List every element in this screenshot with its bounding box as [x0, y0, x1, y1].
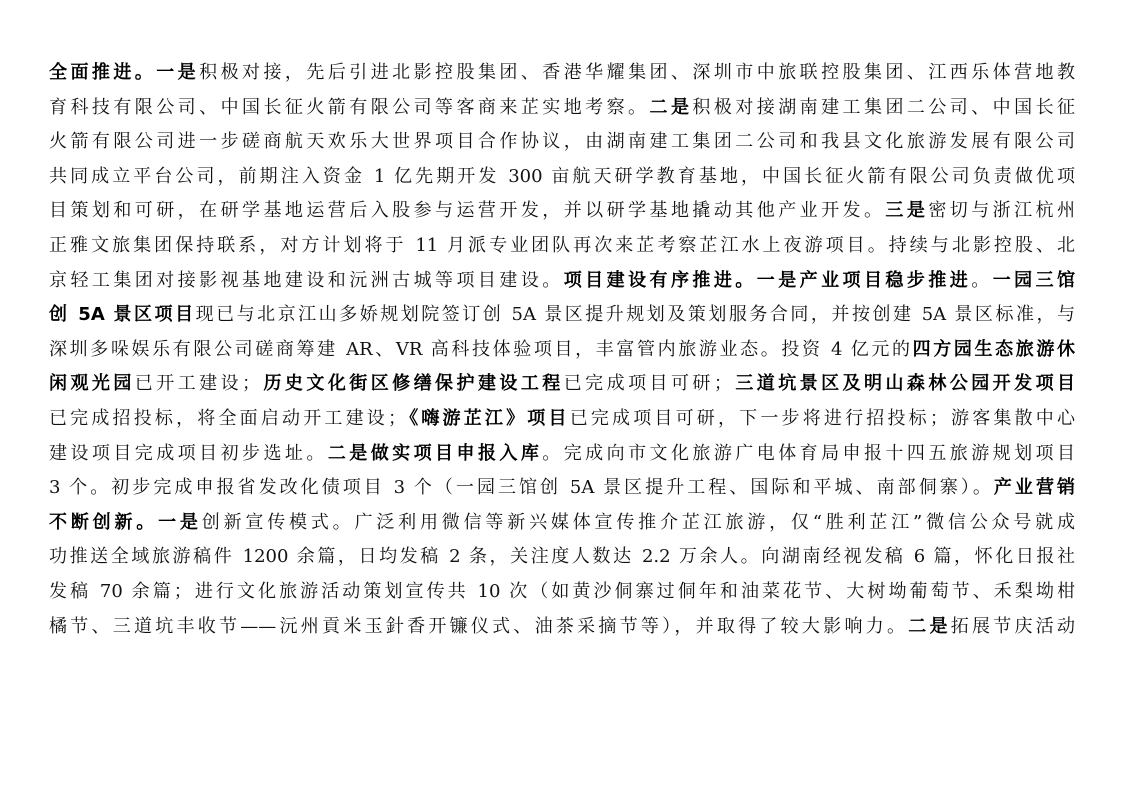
text-segment: 京轻工集团对接影视基地建设和沅洲古城等项目建设。	[49, 269, 564, 291]
text-line-2	[49, 91, 1075, 126]
text-segment: 二是做实项目申报入库	[327, 442, 543, 464]
text-line-17	[49, 610, 1075, 645]
text-segment: 发稿 70 余篇；进行文化旅游活动策划宣传共 10 次（如黄沙侗寨过侗年和油菜花节、大树坳葡萄节、禾梨坳柑	[49, 580, 1075, 602]
text-segment: 二是	[649, 96, 693, 118]
text-segment: 二是	[908, 615, 951, 637]
text-segment: 闲观光园	[49, 373, 135, 395]
text-segment: 拓展节庆活动	[950, 615, 1075, 637]
text-segment: 已开工建设；	[134, 373, 261, 395]
document-page	[49, 56, 1075, 644]
text-segment: 功推送全域旅游稿件 1200 余篇，日均发稿 2 条，关注度人数达 2.2 万余人。向湖南经视发稿 6 篇，怀化日报社	[49, 546, 1075, 568]
text-line-1	[49, 56, 1075, 91]
text-line-15	[49, 540, 1075, 575]
text-line-16	[49, 575, 1075, 610]
text-segment: 创新宣传模式。广泛利用微信等新兴媒体宣传推介芷江旅游，仅“胜利芷江”微信公众号就成	[201, 511, 1075, 533]
text-line-4	[49, 160, 1075, 195]
text-segment: 深圳多哚娱乐有限公司磋商筹建 AR、VR 高科技体验项目，丰富管内旅游业态。投资 4 亿元的	[49, 338, 913, 360]
text-line-7	[49, 264, 1075, 299]
text-segment: 建设项目完成项目初步选址。	[49, 442, 328, 464]
text-line-8	[49, 298, 1075, 333]
text-segment: 。完成向市文化旅游广电体育局申报十四五旅游规划项目	[542, 442, 1075, 464]
text-segment: 积极对接湖南建工集团二公司、中国长征	[692, 96, 1075, 118]
text-segment: 创 5A 景区项目	[49, 304, 196, 326]
text-line-3	[49, 125, 1075, 160]
text-segment: 一园三馆	[992, 269, 1075, 291]
text-segment: 四方园生态旅游休	[912, 338, 1075, 360]
text-segment: 产业营销	[993, 477, 1075, 499]
text-segment: 三道坑景区及明山森林公园开发项目	[731, 373, 1075, 395]
text-line-14	[49, 506, 1075, 541]
text-segment: 。	[971, 269, 993, 291]
text-segment: 育科技有限公司、中国长征火箭有限公司等客商来芷实地考察。	[49, 96, 650, 118]
text-segment: 不断创新。一是	[49, 511, 202, 533]
text-segment: 一是	[156, 62, 200, 83]
text-segment: 项目建设有序推进。一是产业项目稳步推进	[563, 269, 972, 291]
text-segment: 积极对接，先后引进北影控股集团、香港华耀集团、深圳市中旅联控股集团、江西乐体营地教	[199, 62, 1075, 83]
text-segment: 已完成项目可研；	[563, 373, 732, 395]
text-segment: 密切与浙江杭州	[928, 200, 1075, 222]
text-line-6	[49, 229, 1075, 264]
text-segment: 橘节、三道坑丰收节——沅州貢米玉針香开镰仪式、油茶采摘节等），并取得了较大影响力。	[49, 615, 909, 637]
text-line-11	[49, 402, 1075, 437]
text-line-9	[49, 333, 1075, 368]
text-line-13	[49, 471, 1075, 506]
text-segment: 《嗨游芷江》项目	[406, 407, 570, 429]
text-segment: 3 个。初步完成申报省发改化债项目 3 个（一园三馆创 5A 景区提升工程、国际和平城、南部侗寨）。	[49, 477, 994, 499]
text-segment: 已完成招投标，将全面启动开工建设；	[49, 407, 406, 429]
text-segment: 火箭有限公司进一步磋商航天欢乐大世界项目合作协议，由湖南建工集团二公司和我县文化旅游发展有限公司	[49, 131, 1075, 153]
text-line-10	[49, 367, 1075, 402]
text-segment: 现已与北京江山多娇规划院签订创 5A 景区提升规划及策划服务合同，并按创建 5A 景区标准，与	[195, 304, 1075, 326]
text-segment: 目策划和可研，在研学基地运营后入股参与运营开发，并以研学基地撬动其他产业开发。	[49, 200, 886, 222]
text-segment: 已完成项目可研，下一步将进行招投标；游客集散中心	[569, 407, 1075, 429]
text-segment: 全面推进。	[49, 62, 157, 83]
text-segment: 正雅文旅集团保持联系，对方计划将于 11 月派专业团队再次来芷考察芷江水上夜游项目。持续与北影控股、北	[49, 234, 1075, 256]
text-segment: 三是	[885, 200, 929, 222]
text-line-5	[49, 194, 1075, 229]
text-segment: 历史文化街区修缮保护建设工程	[260, 373, 564, 395]
text-segment: 共同成立平台公司，前期注入资金 1 亿先期开发 300 亩航天研学教育基地，中国长征火箭有限公司负责做优项	[49, 165, 1075, 187]
text-line-12	[49, 437, 1075, 472]
